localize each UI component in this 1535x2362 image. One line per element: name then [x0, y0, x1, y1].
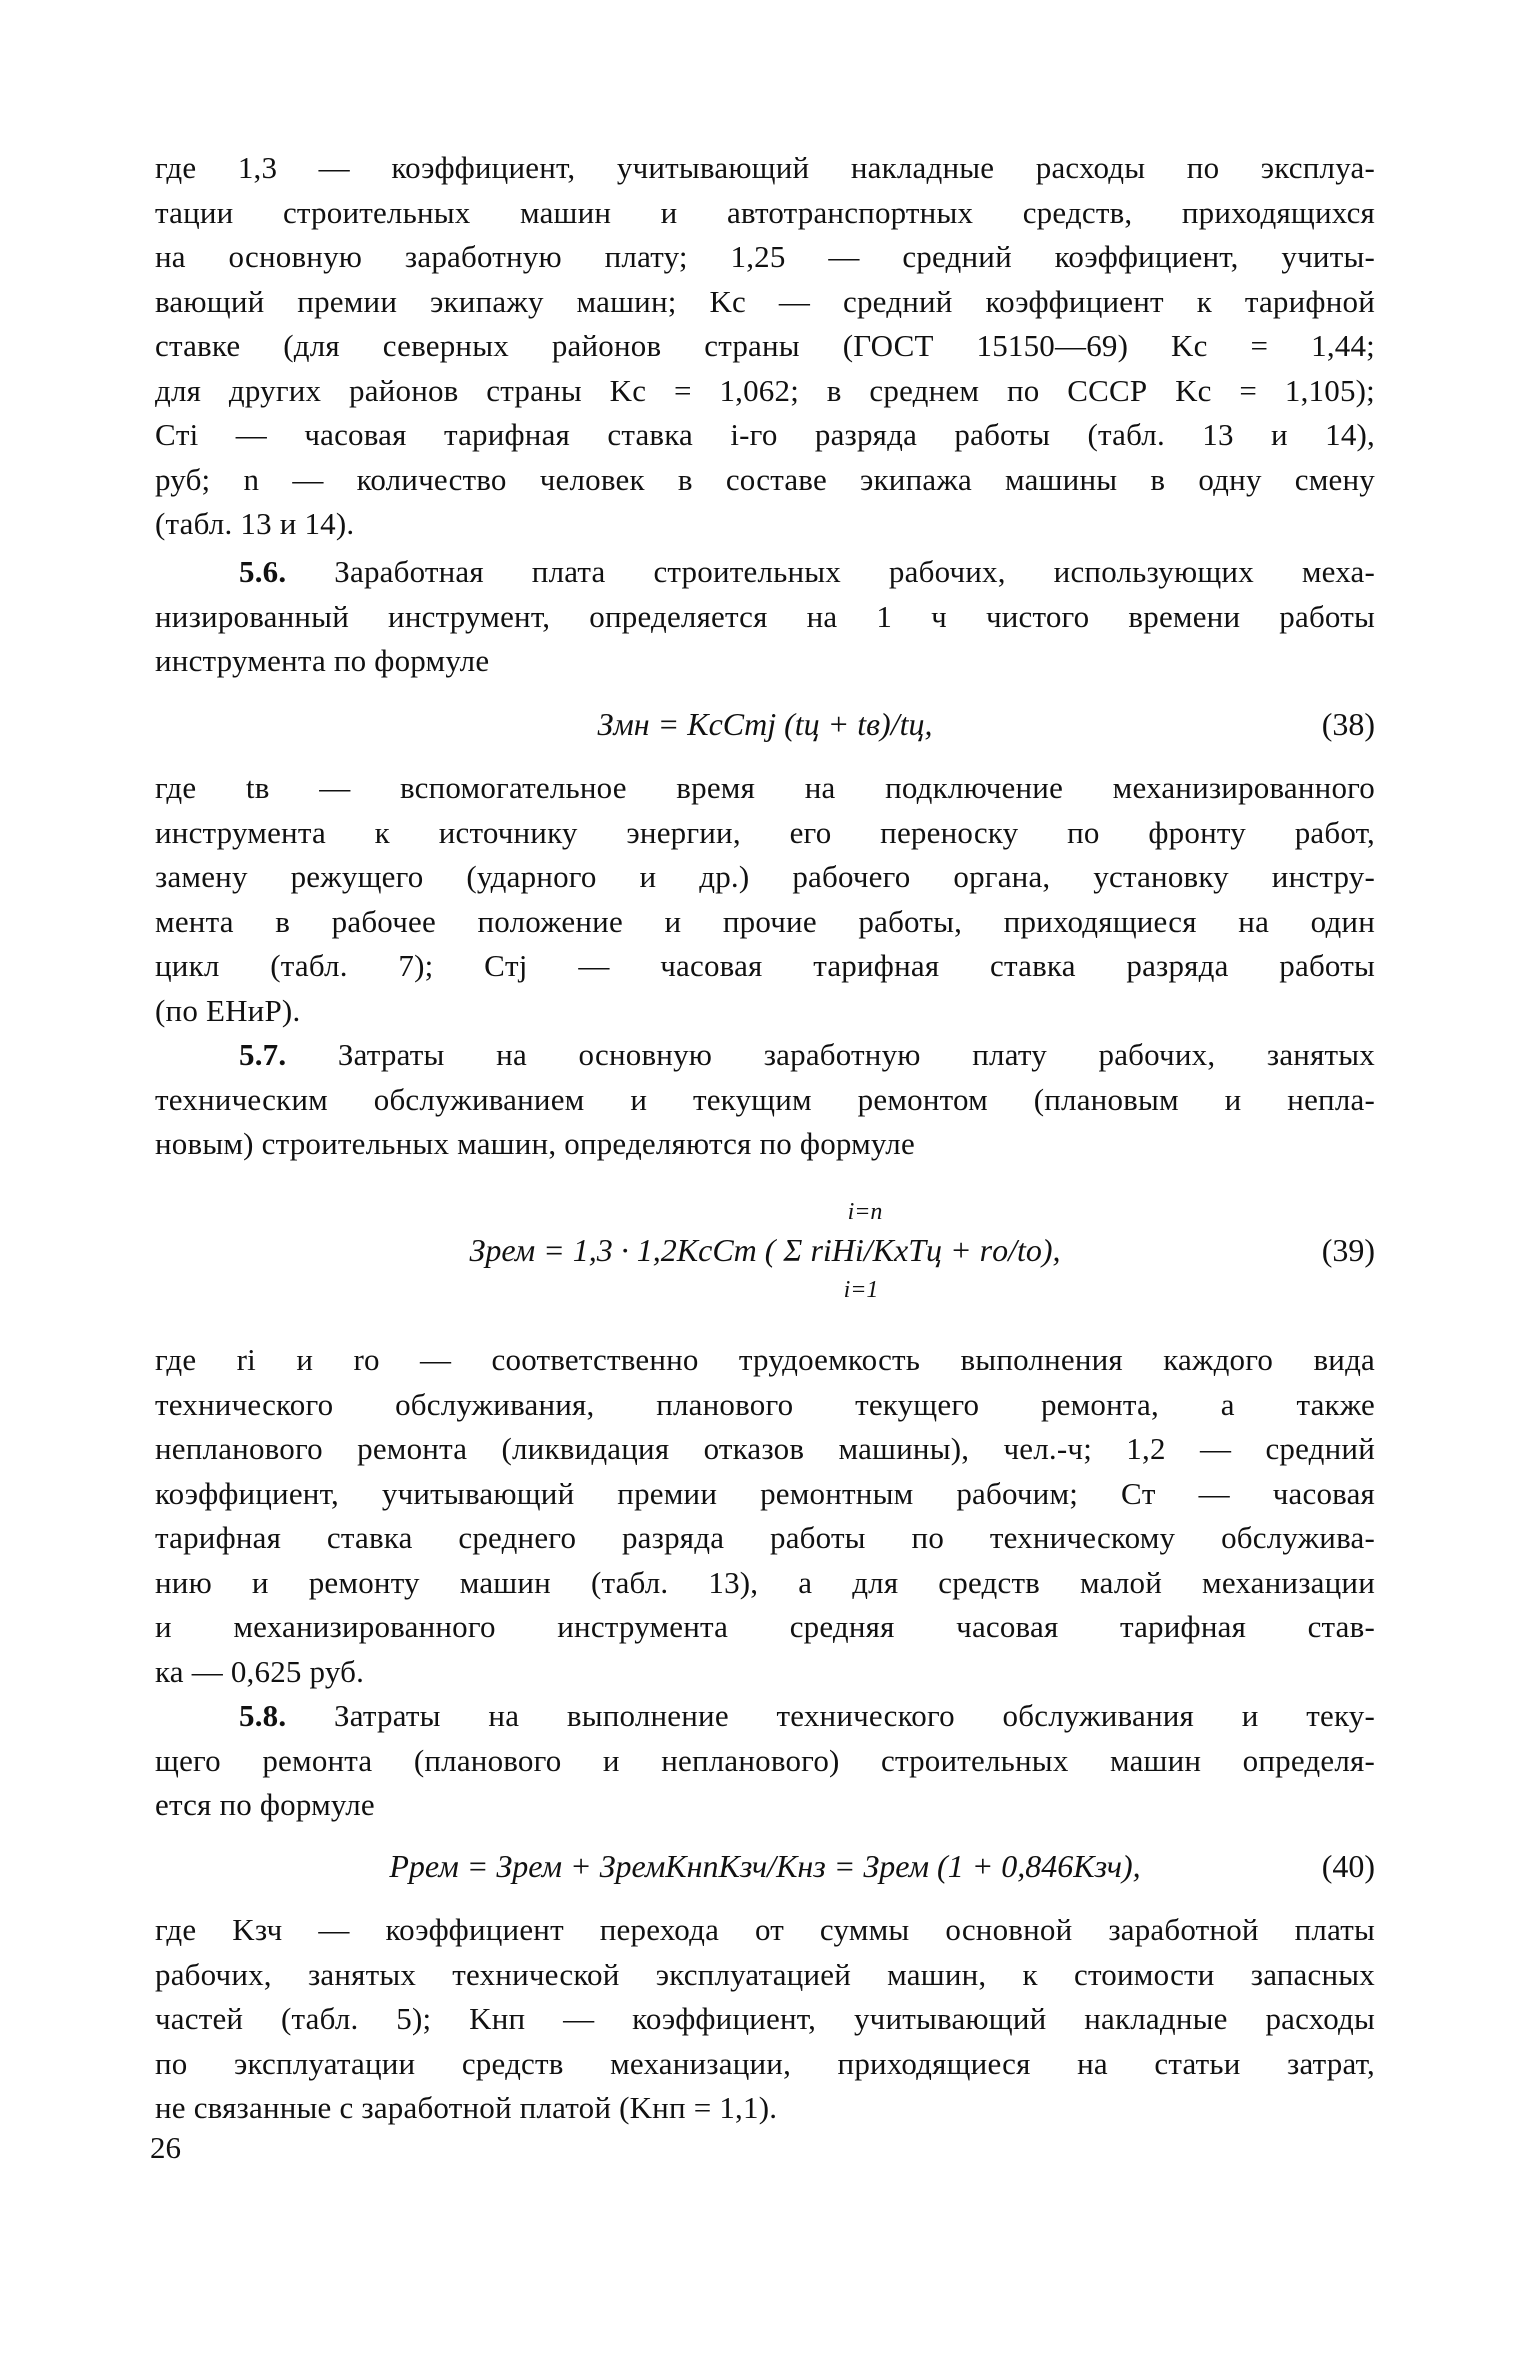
paragraph-5-7 [155, 1033, 1375, 1167]
paragraph-after-40 [155, 1908, 1375, 2131]
text-span: Затраты на основную заработную плату рабочих, занятых [337, 1037, 1376, 1072]
text-line: коэффициент, учитывающий премии ремонтным рабочим; Cт — часовая [155, 1475, 1375, 1511]
formula-expression: Pрем = Зрем + ЗремKнпKзч/Kнз = Зрем (1 + 0,846Kзч), [389, 1848, 1141, 1884]
text-line: где 1,3 — коэффициент, учитывающий накладные расходы по эксплуа- [155, 150, 1375, 185]
page-number: 26 [150, 2130, 181, 2165]
text-line: низированный инструмент, определяется на 1 ч чистого времени работы [155, 598, 1375, 634]
formula-38 [155, 694, 1375, 754]
text-line: рабочих, занятых технической эксплуатацией машин, к стоимости запасных [155, 1956, 1375, 1992]
equation-number: (38) [1321, 706, 1375, 742]
paragraph-after-38 [155, 766, 1375, 1033]
text-line: тации строительных машин и автотранспортных средств, приходящихся [155, 194, 1375, 230]
paragraph-1 [155, 146, 1375, 547]
text-line: по эксплуатации средств механизации, приходящиеся на статьи затрат, [155, 2045, 1375, 2081]
formula-40 [155, 1836, 1375, 1896]
text-line: где ri и rо — соответственно трудоемкость выполнения каждого вида [155, 1342, 1375, 1377]
paragraph-5-8 [155, 1694, 1375, 1828]
section-number: 5.6. [239, 554, 287, 589]
sum-upper-limit: i=n [847, 1199, 883, 1225]
text-line [155, 1694, 1375, 1739]
text-line: руб; n — количество человек в составе экипажа машины в одну смену [155, 461, 1375, 497]
text-line: частей (табл. 5); Kнп — коэффициент, учитывающий накладные расходы [155, 2001, 1375, 2036]
text-line: инструмента к источнику энергии, его переноску по фронту работ, [155, 814, 1375, 850]
text-line: и механизированного инструмента средняя часовая тарифная став- [155, 1609, 1375, 1644]
text-line: техническим обслуживанием и текущим ремонтом (плановым и непла- [155, 1081, 1375, 1117]
text-span: Затраты на выполнение технического обслуживания и теку- [334, 1698, 1375, 1733]
section-number: 5.8. [239, 1698, 287, 1733]
text-line: нию и ремонту машин (табл. 13), а для средств малой механизации [155, 1564, 1375, 1600]
equation-number: (40) [1321, 1848, 1375, 1884]
text-line: вающий премии экипажу машин; Kс — средний коэффициент к тарифной [155, 283, 1375, 319]
text-line: ка — 0,625 руб. [155, 1653, 365, 1689]
text-line: технического обслуживания, планового текущего ремонта, а также [155, 1386, 1375, 1422]
text-line: где tв — вспомогательное время на подключение механизированного [155, 770, 1375, 805]
text-line: щего ремонта (планового и непланового) строительных машин определя- [155, 1742, 1375, 1778]
text-line: для других районов страны Kс = 1,062; в среднем по СССР Kс = 1,105); [155, 372, 1375, 408]
formula-39 [155, 1199, 1375, 1303]
section-number: 5.7. [239, 1037, 287, 1072]
text-line: непланового ремонта (ликвидация отказов машины), чел.-ч; 1,2 — средний [155, 1431, 1375, 1466]
formula-expression: Зрем = 1,3 · 1,2KсCт ( Σ riHi/KхTц + rо/tо), [469, 1232, 1061, 1268]
text-line: (по ЕНиР). [155, 992, 301, 1028]
formula-expression: Змн = KсCтj (tц + tв)/tц, [597, 706, 933, 742]
text-line: мента в рабочее положение и прочие работы, приходящиеся на один [155, 903, 1375, 939]
text-line: тарифная ставка среднего разряда работы по техническому обслужива- [155, 1520, 1375, 1555]
text-line: Cтi — часовая тарифная ставка i-го разряда работы (табл. 13 и 14), [155, 417, 1375, 452]
text-line: не связанные с заработной платой (Kнп = 1,1). [155, 2090, 778, 2125]
equation-number: (39) [1321, 1232, 1375, 1268]
text-line: инструмента по формуле [155, 643, 490, 678]
text-line [155, 1033, 1375, 1078]
paragraph-after-39 [155, 1338, 1375, 1694]
text-line: ется по формуле [155, 1787, 375, 1822]
text-span: Заработная плата строительных рабочих, использующих меха- [334, 554, 1376, 589]
paragraph-5-6 [155, 550, 1375, 684]
sum-lower-limit: i=1 [843, 1277, 879, 1303]
text-line: замену режущего (ударного и др.) рабочего органа, установку инстру- [155, 859, 1375, 894]
text-line: цикл (табл. 7); Cтj — часовая тарифная ставка разряда работы [155, 948, 1375, 983]
text-line: ставке (для северных районов страны (ГОСТ 15150—69) Kс = 1,44; [155, 328, 1375, 363]
text-line: где Kзч — коэффициент перехода от суммы основной заработной платы [155, 1912, 1375, 1947]
text-line [155, 550, 1375, 595]
text-line: на основную заработную плату; 1,25 — средний коэффициент, учиты- [155, 239, 1375, 274]
text-line: новым) строительных машин, определяются по формуле [155, 1126, 915, 1161]
text-line: (табл. 13 и 14). [155, 506, 355, 541]
